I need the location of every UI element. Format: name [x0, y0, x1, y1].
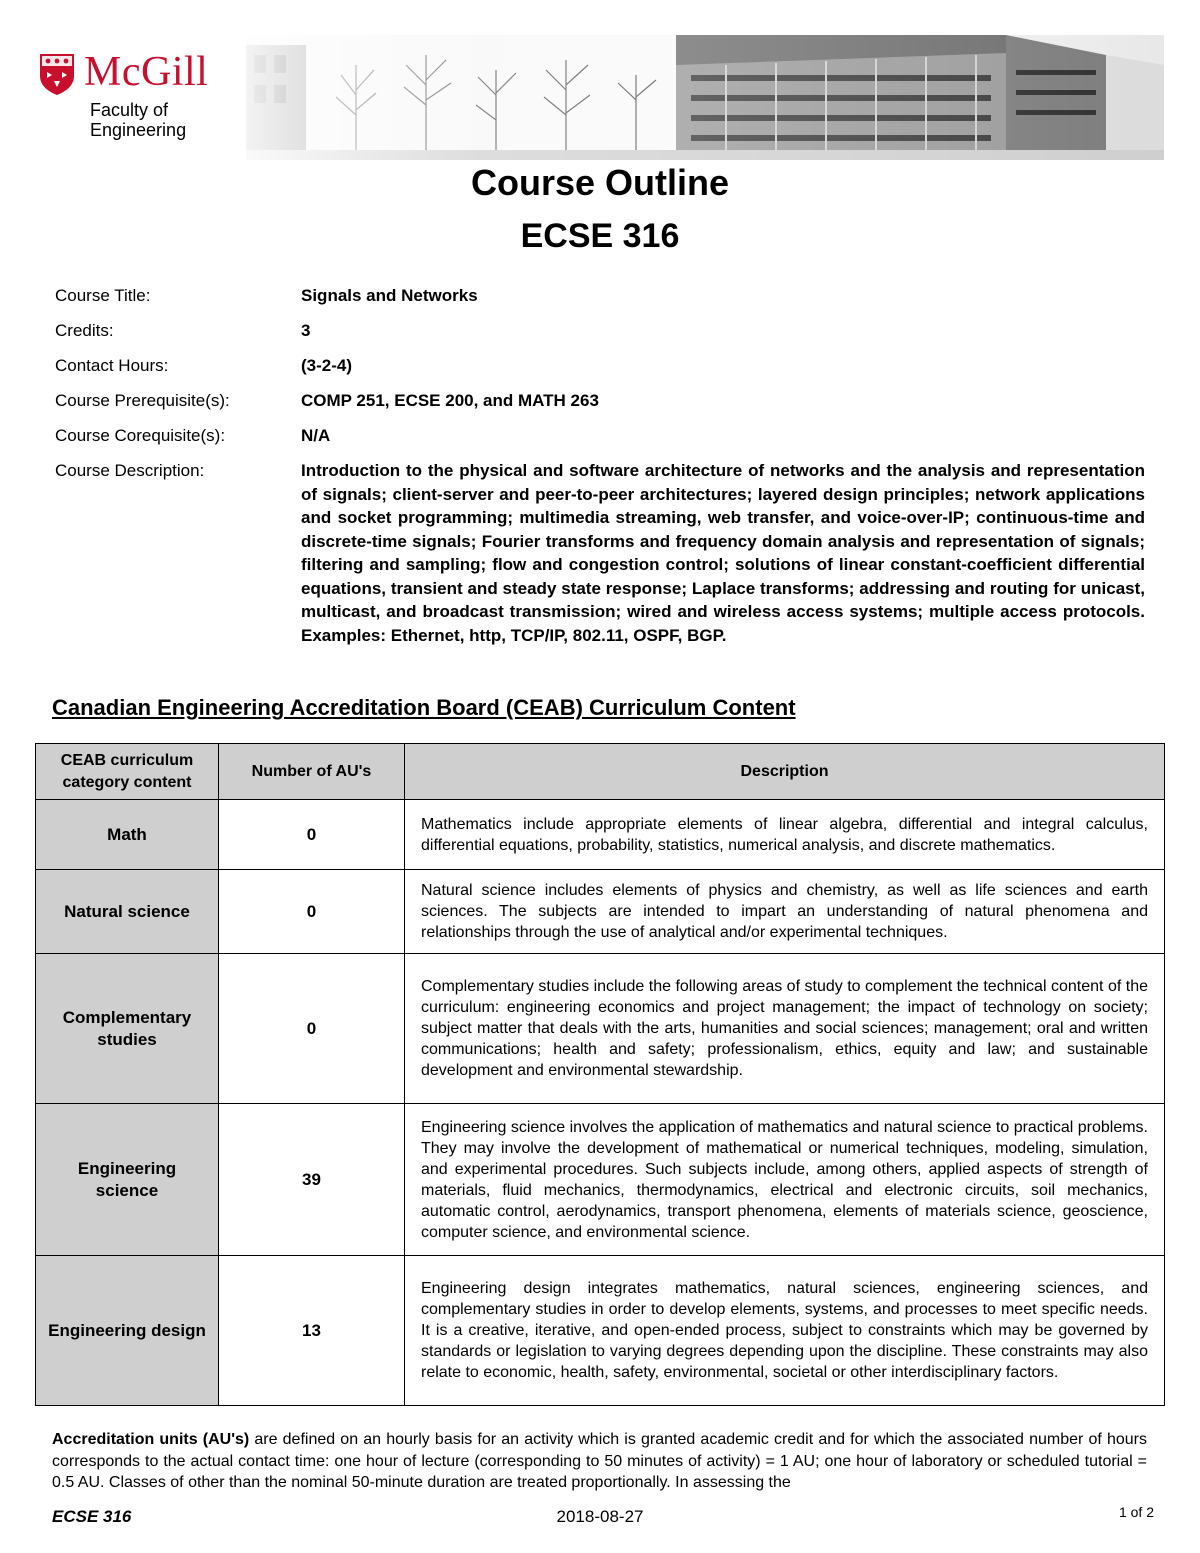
- category-cell: Engineering design: [36, 1256, 219, 1406]
- document-title: Course Outline: [470, 162, 730, 203]
- footer-date: 2018-08-27: [556, 1507, 644, 1526]
- course-info: [55, 284, 1145, 647]
- prerequisites-value: COMP 251, ECSE 200, and MATH 263: [301, 391, 599, 410]
- column-header-category: CEAB curriculum category content: [36, 744, 219, 800]
- accreditation-units-paragraph: [52, 1429, 1147, 1494]
- course-title-row: [55, 284, 1145, 319]
- corequisites-row: [55, 424, 1145, 459]
- contact-hours-value: (3-2-4): [301, 356, 353, 375]
- page-number: 1 of 2: [1118, 1504, 1154, 1520]
- credits-label: Credits:: [55, 321, 114, 340]
- au-cell: 0: [219, 800, 405, 870]
- corequisites-label: Course Corequisite(s):: [55, 426, 226, 445]
- credits-value: 3: [301, 321, 311, 340]
- category-cell: Natural science: [36, 870, 219, 954]
- au-cell: 39: [219, 1104, 405, 1256]
- faculty-line-1: Faculty of: [90, 100, 169, 120]
- ceab-table: [35, 743, 1165, 1406]
- table-row: [36, 870, 1165, 954]
- category-cell: Math: [36, 800, 219, 870]
- description-label: Course Description:: [55, 461, 205, 480]
- mcgill-crest-icon: [38, 52, 76, 96]
- au-cell: 0: [219, 870, 405, 954]
- faculty-line-2: Engineering: [90, 120, 187, 140]
- footer-course-code: ECSE 316: [52, 1507, 132, 1526]
- au-cell: 13: [219, 1256, 405, 1406]
- header-photo: [246, 35, 1164, 160]
- mcgill-logo: [38, 48, 238, 148]
- category-cell: Engineering science: [36, 1104, 219, 1256]
- description-cell: Complementary studies include the following areas of study to complement the technical content of the curriculum: engineering economics and project management; the impact of technology on society; subject matter that deals with the arts, humanities and social sciences; management; oral and written communications; health and safety; professionalism, ethics, equity and law; and sustainable development and environmental stewardship.: [405, 954, 1165, 1104]
- course-title-value: Signals and Networks: [301, 286, 478, 305]
- contact-hours-row: [55, 354, 1145, 389]
- table-row: [36, 1104, 1165, 1256]
- brand-name: McGill: [84, 49, 209, 95]
- table-row: [36, 1256, 1165, 1406]
- column-header-au: Number of AU's: [219, 744, 405, 800]
- prerequisites-label: Course Prerequisite(s):: [55, 391, 230, 410]
- description-cell: Engineering design integrates mathematics, natural sciences, engineering sciences, and complementary studies in order to develop elements, systems, and processes to meet specific needs. It is a creative, iterative, and open-ended process, subject to constraints which may be governed by standards or legislation to varying degrees depending upon the discipline. These constraints may also relate to economic, health, safety, environmental, societal or other interdisciplinary factors.: [405, 1256, 1165, 1406]
- course-title-label: Course Title:: [55, 286, 151, 305]
- corequisites-value: N/A: [301, 426, 331, 445]
- au-cell: 0: [219, 954, 405, 1104]
- description-cell: Natural science includes elements of physics and chemistry, as well as life sciences and earth sciences. The subjects are intended to impart an understanding of natural phenomena and relationships through the use of analytical and/or experimental techniques.: [405, 870, 1165, 954]
- table-row: [36, 954, 1165, 1104]
- au-paragraph-lead: Accreditation units (AU's): [52, 1431, 250, 1448]
- description-value: Introduction to the physical and software architecture of networks and the analysis and representation of signals; client-server and peer-to-peer architectures; layered design principles; network applications and socket programming; multimedia streaming, web transfer, and voice-over-IP; continuous-time and discrete-time signals; Fourier transforms and frequency domain analysis and representation of signals; filtering and sampling; flow and congestion control; solutions of linear constant-coefficient differential equations, transient and steady state response; Laplace transforms; addressing and routing for unicast, multicast, and broadcast transmission; wired and wireless access systems; multiple access protocols. Examples: Ethernet, http, TCP/IP, 802.11, OSPF, BGP.: [301, 461, 1145, 645]
- prerequisites-row: [55, 389, 1145, 424]
- table-header-row: [36, 744, 1165, 800]
- credits-row: [55, 319, 1145, 354]
- description-cell: Engineering science involves the application of mathematics and natural science to practical problems. They may involve the development of mathematical or numerical techniques, modeling, simulation, and experimental procedures. Such subjects include, among others, applied aspects of strength of materials, fluid mechanics, thermodynamics, electrical and electronic circuits, soil mechanics, automatic control, aerodynamics, transport phenomena, elements of materials science, geoscience, computer science, and environmental science.: [405, 1104, 1165, 1256]
- description-cell: Mathematics include appropriate elements of linear algebra, differential and integral calculus, differential equations, probability, statistics, numerical analysis, and discrete mathematics.: [405, 800, 1165, 870]
- column-header-description: Description: [405, 744, 1165, 800]
- au-paragraph-text: are defined on an hourly basis for an activity which is granted academic credit and for which the associated number of hours corresponds to the actual contact time: one hour of lecture (corresponding to 50 minutes of activity) = 1 AU; one hour of laboratory or scheduled tutorial = 0.5 AU. Classes of other than the nominal 50-minute duration are treated proportionally. In assessing the: [52, 1431, 1147, 1491]
- campus-photo-image: [246, 35, 1164, 160]
- faculty-name: [90, 100, 186, 140]
- category-cell: Complementary studies: [36, 954, 219, 1104]
- ceab-section-title: Canadian Engineering Accreditation Board (CEAB) Curriculum Content: [52, 695, 796, 720]
- contact-hours-label: Contact Hours:: [55, 356, 169, 375]
- description-row: [55, 459, 1145, 647]
- course-code-heading: ECSE 316: [520, 217, 680, 255]
- table-row: [36, 800, 1165, 870]
